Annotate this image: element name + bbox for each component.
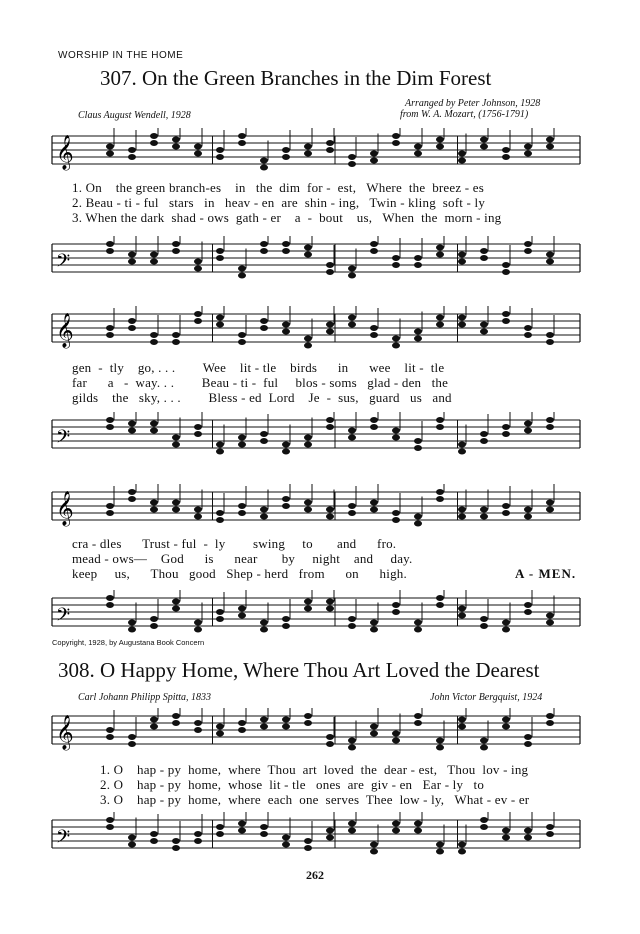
h308-s1-verse-1: 1. O hap - py home, where Thou art loved the dear - est, Thou lov - ing	[100, 762, 529, 777]
hymn-307-system-1-bass	[50, 236, 586, 284]
hymn-308-author: Carl Johann Philipp Spitta, 1833	[78, 692, 212, 703]
h307-s1-verse-3: 3. When the dark shad - ows gath - er a - bout us, When the morn - ing	[72, 210, 502, 225]
treble-clef-icon: 𝄞	[56, 491, 74, 526]
hymn-307-arranger: Arranged by Peter Johnson, 1928	[405, 98, 541, 109]
hymn-307-system-2-bass	[50, 412, 586, 460]
treble-clef-icon: 𝄞	[56, 715, 74, 750]
hymn-307-author: Claus August Wendell, 1928	[78, 110, 191, 121]
hymn-308-composer: John Victor Bergquist, 1924	[430, 692, 543, 703]
page-number: 262	[306, 868, 324, 882]
treble-clef-icon: 𝄞	[56, 313, 74, 348]
hymn-307-system-2-treble	[50, 306, 586, 354]
h307-s2-verse-3: gilds the sky, . . . Bless - ed Lord Je - sus, guard us and	[72, 390, 452, 405]
amen-text: A - MEN.	[515, 566, 577, 581]
h308-s1-verse-2: 2. O hap - py home, whose lit - tle ones are giv - en Ear - ly to	[100, 777, 485, 792]
copyright-notice: Copyright, 1928, by Augustana Book Concern	[52, 638, 205, 647]
treble-clef-icon: 𝄞	[56, 135, 74, 170]
h307-s3-verse-1: cra - dles Trust - ful - ly swing to and fro.	[72, 536, 397, 551]
hymn-307-arranger-source: from W. A. Mozart, (1756-1791)	[400, 109, 529, 120]
h307-s3-verse-2: mead - ows— God is near by night and day.	[72, 551, 413, 566]
hymn-307-system-3-treble	[50, 484, 586, 532]
hymn-307-title: 307. On the Green Branches in the Dim Forest	[100, 66, 492, 90]
hymn-308-system-1-treble	[50, 708, 586, 756]
bass-clef-icon: 𝄢	[56, 827, 71, 852]
h307-s2-verse-2: far a - way. . . Beau - ti - ful blos - soms glad - den the	[72, 375, 449, 390]
h307-s3-verse-3: keep us, Thou good Shep - herd from on high.	[72, 566, 407, 581]
section-label: WORSHIP IN THE HOME	[58, 50, 184, 61]
h307-s1-verse-2: 2. Beau - ti - ful stars in heav - en are shin - ing, Twin - kling soft - ly	[72, 195, 486, 210]
hymn-307-system-1-treble	[50, 128, 586, 176]
hymn-308-system-1-bass	[50, 812, 586, 860]
h307-s1-verse-1: 1. On the green branch-es in the dim for - est, Where the breez - es	[72, 180, 484, 195]
hymn-307-system-3-bass	[50, 590, 586, 638]
bass-clef-icon: 𝄢	[56, 605, 71, 630]
h308-s1-verse-3: 3. O hap - py home, where each one serves Thee low - ly, What - ev - er	[100, 792, 530, 807]
h307-s2-verse-1: gen - tly go, . . . Wee lit - tle birds in wee lit - tle	[72, 360, 445, 375]
hymn-308-title: 308. O Happy Home, Where Thou Art Loved the Dearest	[58, 658, 540, 682]
bass-clef-icon: 𝄢	[56, 251, 71, 276]
bass-clef-icon: 𝄢	[56, 427, 71, 452]
